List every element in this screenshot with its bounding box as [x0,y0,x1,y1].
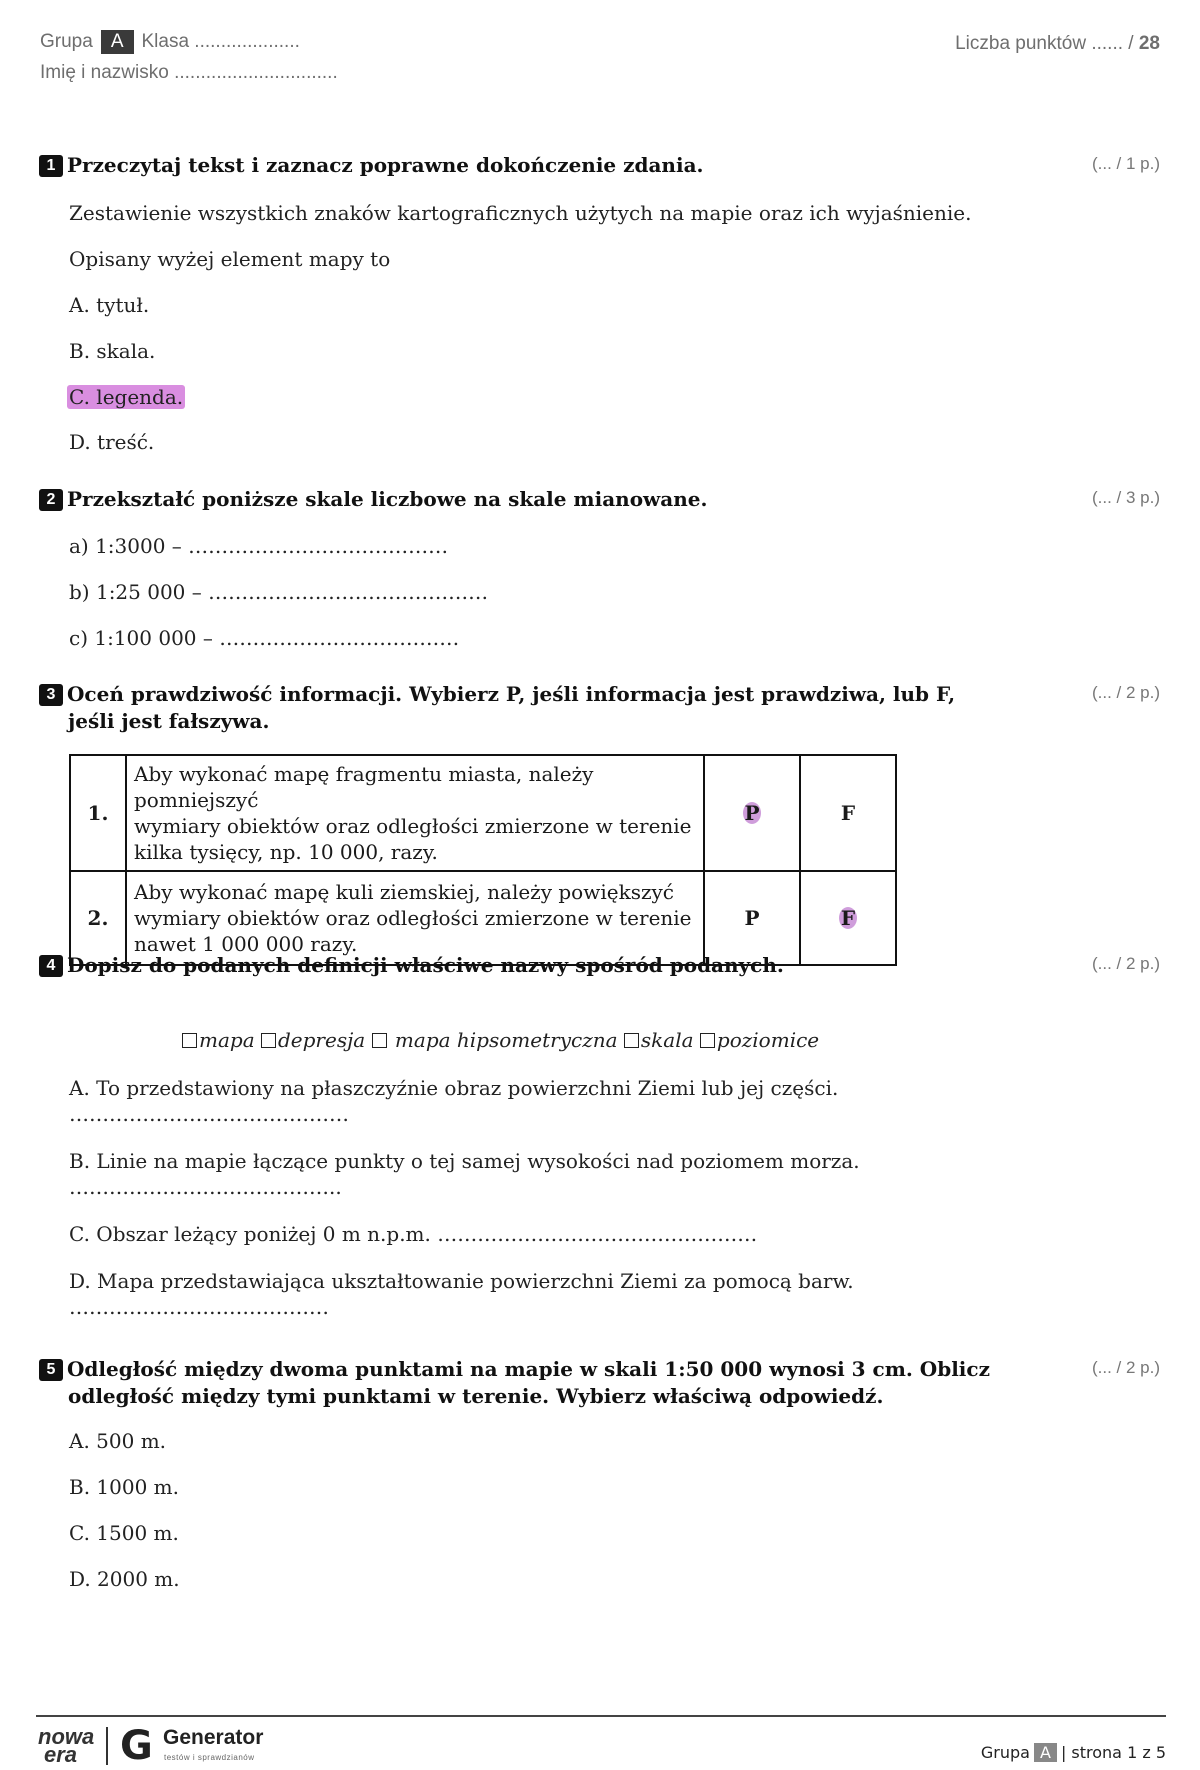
task1-number: 1 [39,155,63,177]
task2-points: (... / 3 p.) [1091,488,1160,507]
checkbox-icon[interactable] [700,1033,715,1048]
task5-points: (... / 2 p.) [1091,1358,1160,1377]
word-option: poziomice [716,1028,820,1052]
task5-title-line2: odległość między tymi punktami w terenie. Wybierz właściwą odpowiedź. [68,1384,884,1408]
answer-blank: ………………………………….. [69,1175,342,1199]
task1-option-c[interactable] [67,384,185,410]
task4-item-d[interactable] [69,1268,854,1320]
page-footer-info [981,1743,1166,1762]
statement-cell [126,871,704,965]
header-group-line [40,30,300,54]
logo-line: nowa [38,1724,95,1749]
task1-option-b[interactable]: B. skala. [69,339,156,363]
statement-line: Aby wykonać mapę fragmentu miasta, należy pomniejszyć [134,762,594,812]
statement-cell [126,755,704,871]
points-summary [955,33,1160,55]
answer-true-cell[interactable]: P [704,871,800,965]
checkbox-icon[interactable] [624,1033,639,1048]
statement-line: Aby wykonać mapę kuli ziemskiej, należy powiększyć [134,880,674,904]
table-row [70,755,896,871]
group-label: Grupa [40,31,93,52]
task1-option-a[interactable]: A. tytuł. [69,293,150,317]
nowa-era-logo [38,1724,95,1767]
row-number: 2. [70,871,126,965]
task1-option-d[interactable]: D. treść. [69,430,155,454]
group-badge: A [101,30,134,54]
table-row [70,871,896,965]
footer-divider [36,1715,1166,1717]
task5-option-b[interactable]: B. 1000 m. [69,1475,179,1499]
task4-title-text: Dopisz do podanych definicji właściwe nazwy spośród podanych. [67,953,784,977]
footer-group-badge: A [1034,1743,1057,1762]
word-option: skala [640,1028,694,1052]
definition-text: D. Mapa przedstawiająca ukształtowanie powierzchni Ziemi za pomocą barw. [69,1269,854,1293]
task4-title [39,952,784,979]
statement-line: nawet 1 000 000 razy. [134,932,358,956]
task4-points: (... / 2 p.) [1091,954,1160,973]
checkbox-icon[interactable] [372,1033,387,1048]
definition-text: B. Linie na mapie łączące punkty o tej samej wysokości nad poziomem morza. [69,1149,860,1173]
task3-title-line2: jeśli jest fałszywa. [68,709,270,733]
task3-title [39,681,955,708]
task1-prompt: Opisany wyżej element mapy to [69,247,391,271]
statement-line: wymiary obiektów oraz odległości zmierzone w terenie [134,814,692,838]
task1-title [39,152,703,179]
task5-number: 5 [39,1359,63,1381]
task4-item-b[interactable] [69,1148,860,1200]
task5-option-d[interactable]: D. 2000 m. [69,1567,180,1591]
task2-number: 2 [39,489,63,511]
task2-item-c[interactable]: c) 1:100 000 – ……………………………… [69,626,460,650]
task5-title-line1: Odległość między dwoma punktami na mapie w skali 1:50 000 wynosi 3 cm. Oblicz [67,1357,990,1381]
answer-false-selected: F [840,906,856,930]
page-number: | strona 1 z 5 [1060,1743,1166,1762]
row-number: 1. [70,755,126,871]
answer-false-cell[interactable] [800,871,896,965]
checkbox-icon[interactable] [261,1033,276,1048]
task4-word-bank [182,1028,819,1052]
generator-logo-text: Generator [163,1726,264,1749]
definition-text: C. Obszar leżący poniżej 0 m n.p.m. ………………………………………… [69,1222,758,1246]
logo-line: era [44,1742,78,1767]
generator-g-icon: G [120,1723,153,1769]
task5-option-c[interactable]: C. 1500 m. [69,1521,179,1545]
statement-line: kilka tysięcy, np. 10 000, razy. [134,840,438,864]
task5-title [39,1356,990,1383]
footer-group-label: Grupa [980,1743,1030,1762]
word-option: mapa [199,1028,255,1052]
class-label: Klasa .................... [141,31,300,52]
task2-item-a[interactable]: a) 1:3000 – ………………………………… [69,534,449,558]
checkbox-icon[interactable] [182,1033,197,1048]
statement-line: wymiary obiektów oraz odległości zmierzone w terenie [134,906,692,930]
definition-text: A. To przedstawiony na płaszczyźnie obraz powierzchni Ziemi lub jej części. [69,1076,839,1100]
task3-points: (... / 2 p.) [1091,683,1160,702]
answer-false-cell[interactable]: F [800,755,896,871]
answer-true-cell[interactable] [704,755,800,871]
task3-number: 3 [39,684,63,706]
task1-points: (... / 1 p.) [1091,154,1160,173]
generator-logo-subtitle: testów i sprawdzianów [164,1753,255,1762]
task2-title-text: Przekształć poniższe skale liczbowe na skale mianowane. [67,487,708,511]
points-total: 28 [1138,33,1160,54]
answer-blank: ………………………………… [69,1295,329,1319]
task4-item-a[interactable] [69,1075,838,1127]
true-false-table [69,754,897,966]
word-option: mapa hipsometryczna [388,1028,618,1052]
logo-separator [106,1727,108,1765]
task5-option-a[interactable]: A. 500 m. [69,1429,167,1453]
student-name-label: Imię i nazwisko ............................... [40,62,338,83]
answer-blank: …………………………………… [69,1102,349,1126]
task2-title [39,486,707,513]
task4-number: 4 [39,955,63,977]
answer-true-selected: P [744,801,760,825]
task1-text: Zestawienie wszystkich znaków kartograficznych użytych na mapie oraz ich wyjaśnienie. [69,201,972,225]
task2-item-b[interactable]: b) 1:25 000 – …………………………………… [69,580,489,604]
task1-option-c-highlight: C. legenda. [69,385,184,409]
task1-title-text: Przeczytaj tekst i zaznacz poprawne dokończenie zdania. [67,153,704,177]
points-label: Liczba punktów ...... / [955,33,1134,54]
word-option: depresja [277,1028,366,1052]
task4-item-c[interactable] [69,1221,757,1247]
task3-title-line1: Oceń prawdziwość informacji. Wybierz P, jeśli informacja jest prawdziwa, lub F, [67,682,956,706]
